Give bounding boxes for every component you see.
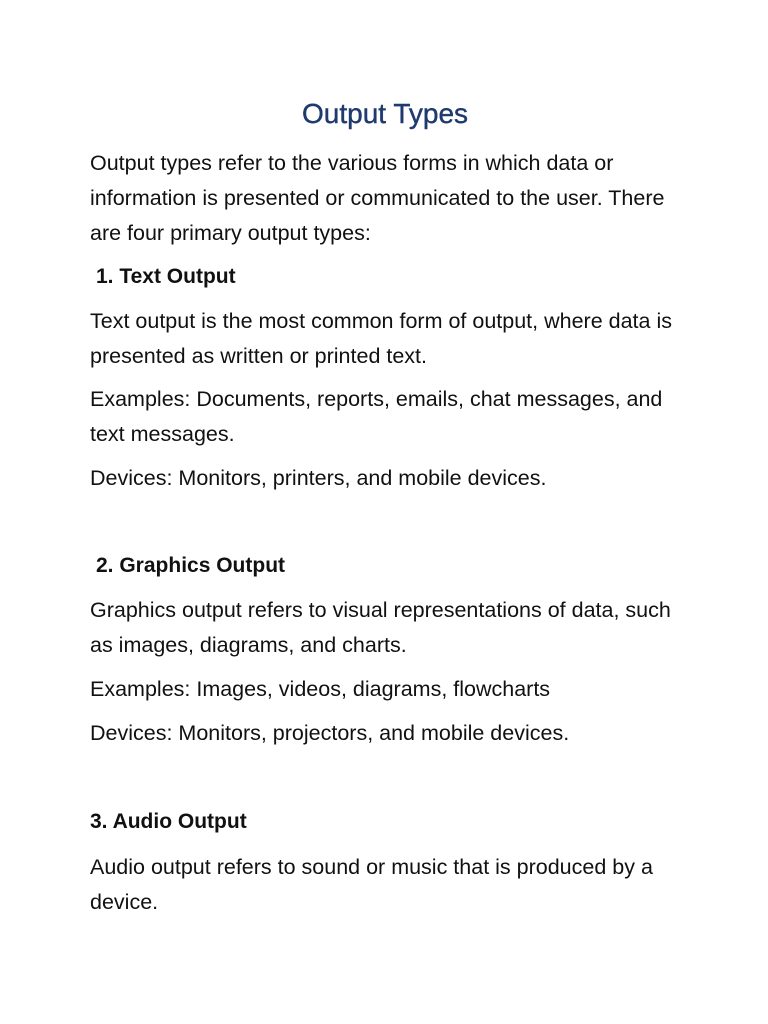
section-heading-audio-output: 3. Audio Output — [90, 810, 247, 833]
document-page — [90, 0, 680, 1024]
intro-paragraph: Output types refer to the various forms in which data or information is presented or communicated to the user. There are four primary output types: — [90, 151, 665, 245]
page-title: Output Types — [301, 98, 469, 129]
section-devices-text-output: Devices: Monitors, printers, and mobile devices. — [90, 466, 547, 490]
section-description-graphics-output: Graphics output refers to visual representations of data, such as images, diagrams, and charts. — [90, 598, 671, 657]
section-examples-graphics-output: Examples: Images, videos, diagrams, flowcharts — [90, 677, 551, 701]
section-description-text-output: Text output is the most common form of output, where data is presented as written or printed text. — [90, 309, 672, 368]
section-heading-graphics-output: 2. Graphics Output — [96, 554, 286, 577]
section-heading-text-output: 1. Text Output — [96, 265, 236, 288]
section-devices-graphics-output: Devices: Monitors, projectors, and mobile devices. — [90, 721, 570, 745]
section-examples-text-output: Examples: Documents, reports, emails, chat messages, and text messages. — [90, 387, 663, 446]
section-description-audio-output: Audio output refers to sound or music that is produced by a device. — [90, 855, 653, 914]
